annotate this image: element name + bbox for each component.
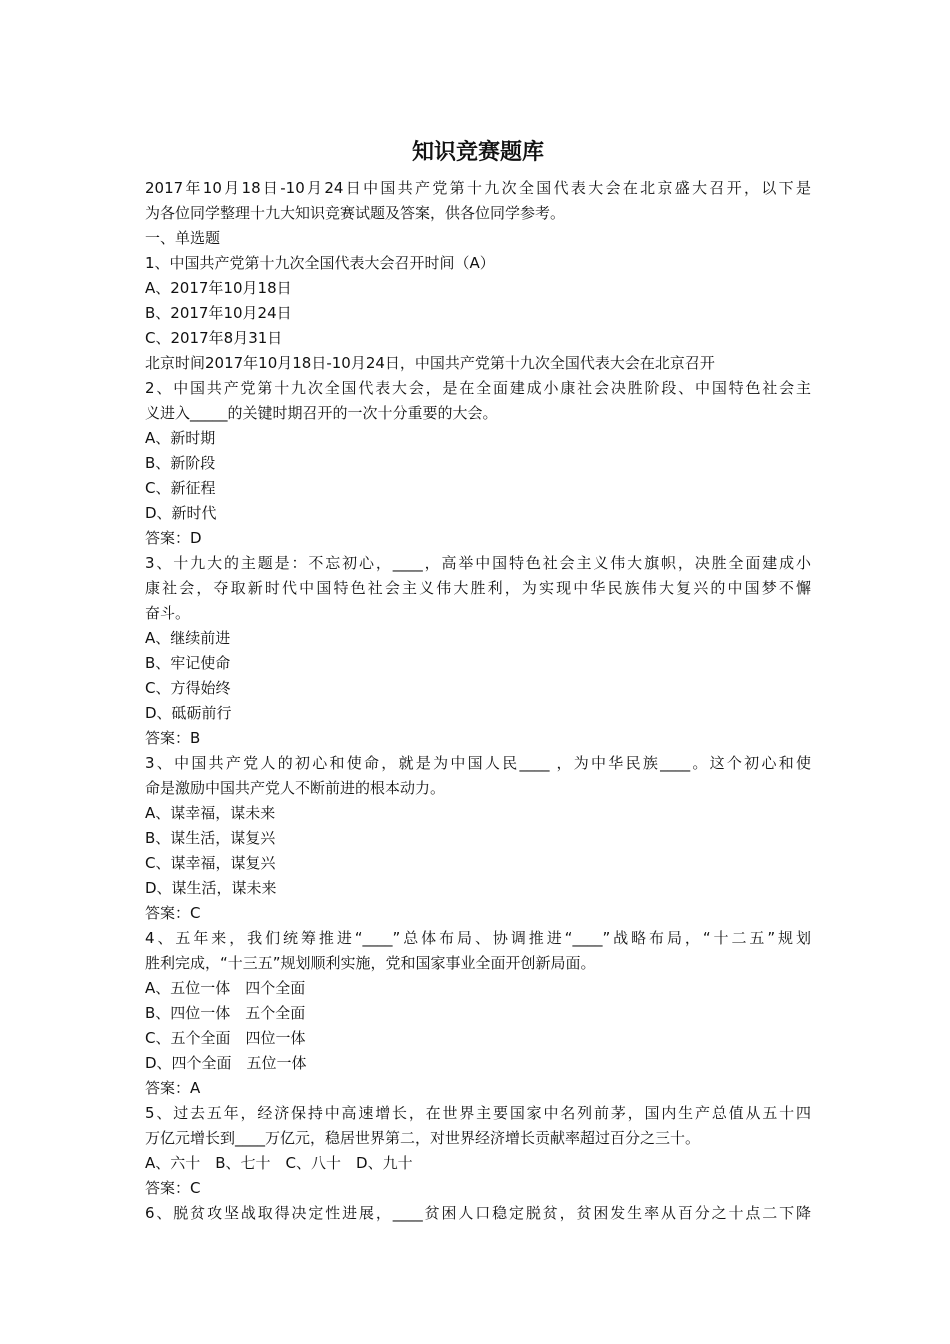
text-line: 胜利完成，“十三五”规划顺利实施，党和国家事业全面开创新局面。 (145, 954, 596, 972)
text-line: 万亿元增长到____万亿元，稳居世界第二，对世界经济增长贡献率超过百分之三十。 (145, 1129, 701, 1147)
text-line: 1、中国共产党第十九次全国代表大会召开时间（A） (145, 254, 495, 272)
text-line: 答案：D (145, 529, 202, 547)
text-line: 为各位同学整理十九大知识竞赛试题及答案，供各位同学参考。 (145, 204, 566, 222)
text-line: 3、中国共产党人的初心和使命，就是为中国人民____ ，为中华民族____。这个初心和使 (145, 754, 811, 772)
text-line: D、四个全面 五位一体 (145, 1054, 307, 1072)
text-line: 5、过去五年，经济保持中高速增长，在世界主要国家中名列前茅，国内生产总值从五十四 (145, 1104, 811, 1122)
text-line: C、方得始终 (145, 679, 231, 697)
text-line: B、新阶段 (145, 454, 216, 472)
text-line: D、砥砺前行 (145, 704, 232, 722)
text-line: C、谋幸福，谋复兴 (145, 854, 276, 872)
text-line: 北京时间2017年10月18日-10月24日，中国共产党第十九次全国代表大会在北京召开 (145, 354, 715, 372)
text-line: 康社会，夺取新时代中国特色社会主义伟大胜利，为实现中华民族伟大复兴的中国梦不懈 (145, 579, 811, 597)
text-line: A、五位一体 四个全面 (145, 979, 306, 997)
text-line: C、新征程 (145, 479, 216, 497)
text-line: A、六十 B、七十 C、八十 D、九十 (145, 1154, 413, 1172)
text-line: 奋斗。 (145, 604, 191, 622)
text-line: 2017年10月18日-10月24日中国共产党第十九次全国代表大会在北京盛大召开，以下是 (145, 179, 811, 197)
text-line: A、新时期 (145, 429, 216, 447)
text-line: 答案：C (145, 904, 201, 922)
text-line: D、新时代 (145, 504, 217, 522)
text-line: D、谋生活，谋未来 (145, 879, 277, 897)
text-line: 3、十九大的主题是：不忘初心，____，高举中国特色社会主义伟大旗帜，决胜全面建成小 (145, 554, 811, 572)
text-line: 一、单选题 (145, 229, 221, 247)
text-line: A、2017年10月18日 (145, 279, 292, 297)
text-line: C、五个全面 四位一体 (145, 1029, 306, 1047)
text-line: 义进入_____的关键时期召开的一次十分重要的大会。 (145, 404, 498, 422)
text-line: B、2017年10月24日 (145, 304, 292, 322)
document-lines (145, 176, 811, 1226)
document-title: 知识竞赛题库 (411, 139, 544, 165)
text-line: 答案：B (145, 729, 201, 747)
text-line: 答案：A (145, 1079, 201, 1097)
text-line: A、继续前进 (145, 629, 231, 647)
text-line: B、牢记使命 (145, 654, 231, 672)
text-line: 答案：C (145, 1179, 201, 1197)
document-body (145, 136, 811, 1226)
text-line: 4、五年来，我们统筹推进“____”总体布局、协调推进“____”战略布局，“十二五”规划 (145, 929, 811, 947)
text-line: C、2017年8月31日 (145, 329, 283, 347)
text-line: B、谋生活，谋复兴 (145, 829, 276, 847)
text-line: B、四位一体 五个全面 (145, 1004, 306, 1022)
text-line: 命是激励中国共产党人不断前进的根本动力。 (145, 779, 446, 797)
text-line: 6、脱贫攻坚战取得决定性进展，____贫困人口稳定脱贫，贫困发生率从百分之十点二下降 (145, 1204, 811, 1222)
text-line: A、谋幸福，谋未来 (145, 804, 276, 822)
text-line: 2、中国共产党第十九次全国代表大会，是在全面建成小康社会决胜阶段、中国特色社会主 (145, 379, 811, 397)
